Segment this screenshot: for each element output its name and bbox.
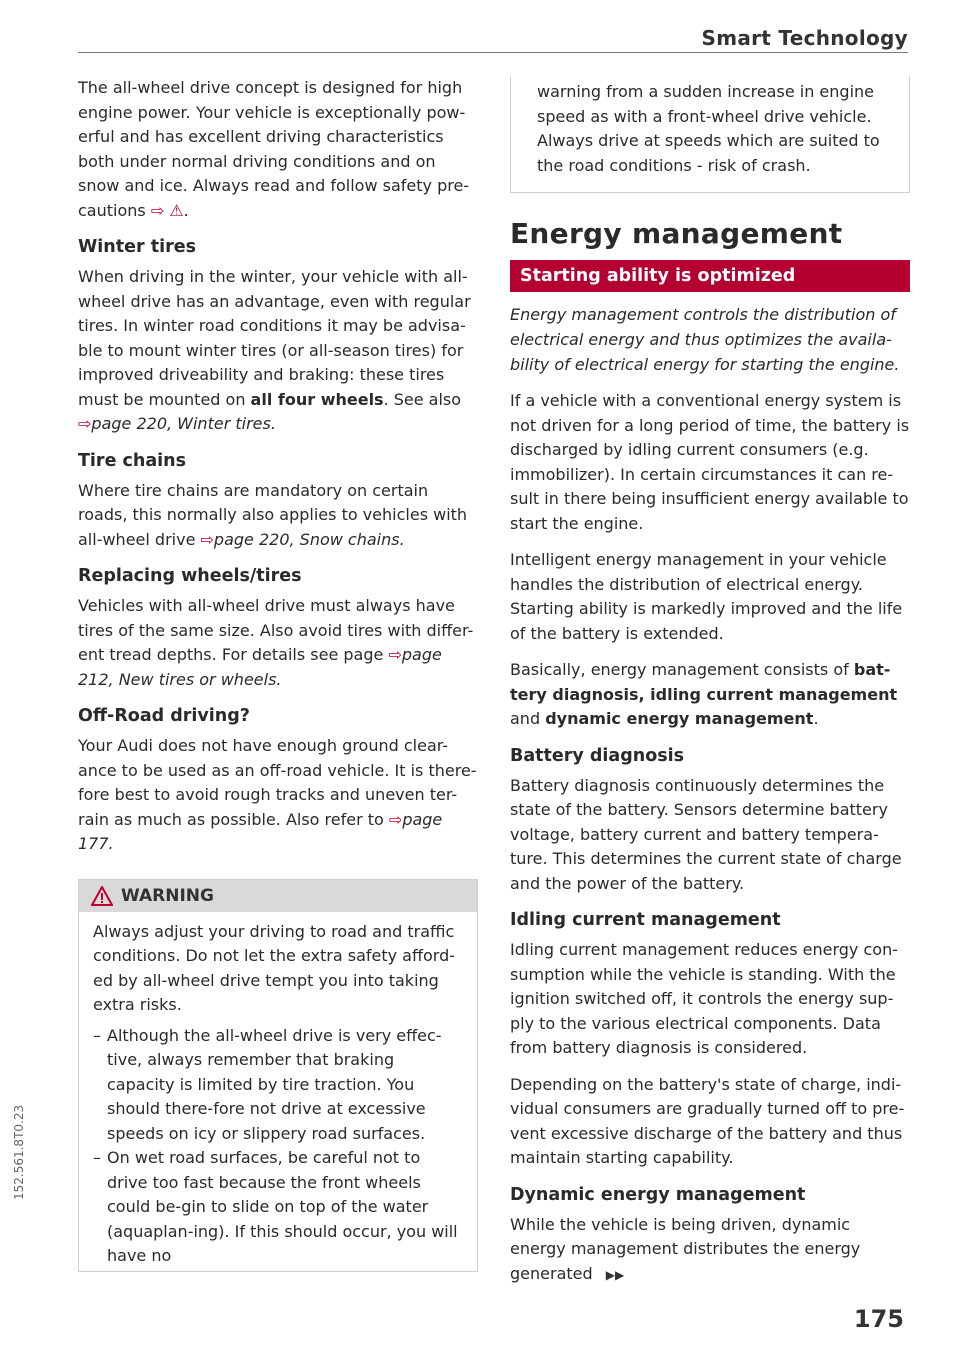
page-number: 175 — [853, 1305, 904, 1333]
idling-current-paragraph-1: Idling current management reduces energy con-sumption while the vehicle is standing. With the ignition switched off, it controls the energy sup-ply to the various electrical components. Data from battery diagnosis is considered. — [510, 940, 898, 1057]
energy-paragraph-1: If a vehicle with a conventional energy system is not driven for a long period of time, the battery is discharged by idling current consumers (e.g. immobilizer). In certain circumstances it can re-sult in there being insufficient energy available to start the engine. — [510, 391, 910, 533]
warning-body — [79, 912, 477, 1271]
winter-tires-paragraph: When driving in the winter, your vehicle with all-wheel drive has an advantage, even with regular tires. In winter road conditions it may be advisa-ble to mount winter tires (or all-season tires) for improved driveability and braking: these tires must be mounted on all four wheels. See also ⇨page 220, Winter tires. — [78, 267, 471, 433]
warning-triangle-icon: ⚠ — [169, 200, 184, 220]
energy-intro: Energy management controls the distribution of electrical energy and thus optimizes the availa-bility of electrical energy for starting the engine. — [510, 305, 900, 374]
dynamic-energy-heading: Dynamic energy management — [510, 1184, 806, 1205]
continue-arrow-icon: ▶▶ — [605, 1267, 625, 1282]
energy-paragraph-2: Intelligent energy management in your vehicle handles the distribution of electrical energy. Starting ability is markedly improved and the life of the battery is extended. — [510, 550, 903, 643]
intro-paragraph: The all-wheel drive concept is designed for high engine power. Your vehicle is exceptionally pow-erful and has excellent driving characteristics both under normal driving conditions and on snow and ice. Always read and follow safety pre-cautions ⇨ ⚠. — [78, 78, 470, 220]
warning-bullet: – Although the all-wheel drive is very effec-tive, always remember that braking capacity is limited by tire traction. You should there-fore not drive at excessive speeds on icy or slippery road surfaces. — [93, 1025, 442, 1143]
left-column — [78, 76, 478, 1272]
tire-chains-paragraph: Where tire chains are mandatory on certain roads, this normally also applies to vehicles with all-wheel drive ⇨page 220, Snow chains. — [78, 480, 468, 549]
right-column — [510, 76, 910, 1299]
battery-diagnosis-heading: Battery diagnosis — [510, 745, 685, 766]
new-tires-link[interactable]: ⇨page 212, New tires or wheels. — [78, 645, 442, 689]
replacing-wheels-heading: Replacing wheels/tires — [78, 566, 302, 586]
energy-paragraph-3: Basically, energy management consists of bat-tery diagnosis, idling current management and dynamic energy management. — [510, 660, 898, 728]
offroad-heading: Off-Road driving? — [78, 706, 250, 726]
winter-tires-link[interactable]: ⇨page 220, Winter tires. — [78, 414, 276, 433]
offroad-paragraph: Your Audi does not have enough ground clear-ance to be used as an off-road vehicle. It is there-fore best to avoid rough tracks and uneven ter-rain as much as possible. Also refer to ⇨page 177. — [78, 736, 477, 853]
snow-chains-link[interactable]: ⇨page 220, Snow chains. — [200, 529, 405, 549]
page-177-link[interactable]: ⇨page 177. — [78, 809, 443, 853]
arrow-icon: ⇨ — [388, 809, 403, 829]
warning-title: WARNING — [121, 885, 214, 906]
warning-triangle-icon — [91, 886, 113, 906]
battery-diagnosis-paragraph: Battery diagnosis continuously determines the state of the battery. Sensors determine battery voltage, battery current and battery tempera-ture. This determines the current state of charge and the power of the battery. — [510, 775, 902, 893]
warning-header — [79, 880, 477, 912]
winter-tires-heading: Winter tires — [78, 237, 196, 257]
idling-current-heading: Idling current management — [510, 910, 781, 930]
arrow-icon: ⇨ — [78, 414, 92, 433]
starting-ability-heading: Starting ability is optimized — [510, 260, 910, 292]
arrow-icon: ⇨ — [200, 529, 214, 549]
warning-text: Always adjust your driving to road and traffic conditions. Do not let the extra safety afford-ed by all-wheel drive tempt you into taking extra risks. — [93, 921, 456, 1014]
header-rule — [78, 52, 908, 53]
warning-box — [78, 879, 478, 1272]
running-header-title: Smart Technology — [701, 26, 908, 50]
dynamic-energy-paragraph: While the vehicle is being driven, dynamic energy management distributes the energy generated ▶▶ — [510, 1214, 861, 1283]
tire-chains-heading: Tire chains — [78, 450, 187, 471]
document-code: 152.561.8T0.23 — [12, 1104, 26, 1200]
energy-management-heading: Energy management — [510, 217, 843, 250]
arrow-icon: ⇨ — [388, 645, 402, 664]
replacing-wheels-paragraph: Vehicles with all-wheel drive must always have tires of the same size. Also avoid tires with differ-ent tread depths. For details see page ⇨page 212, New tires or wheels. — [78, 596, 474, 689]
idling-current-paragraph-2: Depending on the battery's state of charge, indi-vidual consumers are gradually turned off to pre-vent excessive discharge of the battery and thus maintain starting capability. — [510, 1074, 905, 1167]
cross-reference-arrow-icon: ⇨ — [150, 200, 165, 220]
warning-bullet: – On wet road surfaces, be careful not to drive too fast because the front wheels could be-gin to slide on top of the water (aquaplan-ing). If this should occur, you will have no — [93, 1148, 458, 1265]
warning-continued-box — [510, 76, 910, 193]
warning-continued-text: warning from a sudden increase in engine speed as with a front-wheel drive vehicle. Always drive at speeds which are suited to the road conditions - risk of crash. — [537, 82, 880, 175]
